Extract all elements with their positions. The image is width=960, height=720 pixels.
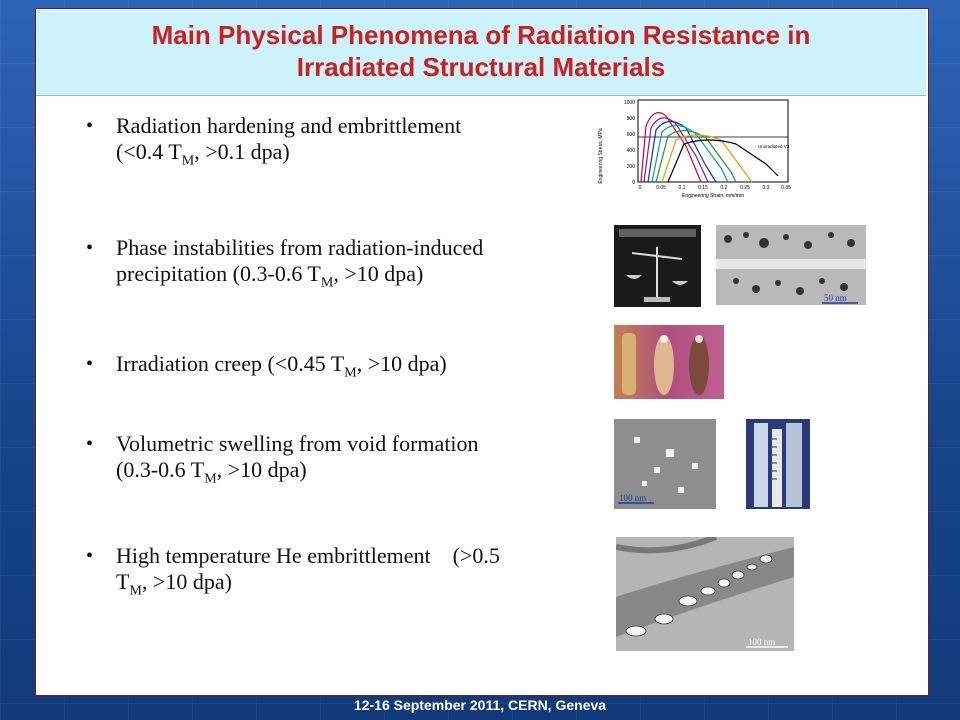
stress-strain-figure: [596, 96, 796, 201]
bullet-text: precipitation (0.3-0.6 T: [116, 261, 321, 286]
x-tick-label: 0.35: [781, 185, 791, 191]
x-tick-label: 0.25: [740, 185, 750, 191]
bullet-text: , >10 dpa): [356, 351, 447, 376]
bullet-text: , >10 dpa): [333, 261, 424, 286]
bullet-icon: •: [86, 353, 94, 375]
y-tick-label: 1000: [623, 100, 635, 106]
bullet-icon: •: [86, 115, 94, 137]
swelling-rods-image: [746, 419, 810, 509]
bullet-text: , >10 dpa): [141, 569, 232, 594]
slide-panel: [35, 8, 929, 696]
subscript: M: [204, 471, 217, 487]
bullet-text: High temperature He embrittlement (>0.5: [116, 543, 500, 568]
slide-title-line1: Main Physical Phenomena of Radiation Resistance in: [151, 20, 811, 50]
y-tick-label: 200: [626, 164, 635, 170]
legend-label: Unirradiated V3: [758, 144, 790, 149]
subscript: M: [320, 275, 334, 291]
title-box: [36, 9, 926, 96]
x-tick-label: 0: [638, 185, 642, 191]
bullet-text: Phase instabilities from radiation-induced: [116, 235, 484, 260]
bullet-text: , >0.1 dpa): [194, 139, 290, 164]
curve-orange: [662, 135, 752, 182]
bullet-text: T: [116, 569, 130, 594]
bullet-text: (<0.4 T: [116, 139, 182, 164]
footer-text: 12-16 September 2011, CERN, Geneva: [353, 697, 607, 713]
x-tick-label: 0.2: [720, 185, 728, 191]
he-bubbles-micrograph: [616, 537, 794, 651]
void-micrograph: [614, 419, 716, 509]
x-tick-label: 0.1: [678, 185, 686, 191]
bullet-text: Irradiation creep (<0.45 T: [116, 351, 345, 376]
subscript: M: [344, 365, 357, 381]
subscript: M: [129, 583, 142, 599]
x-axis-label: Engineering Strain, mm/mm: [682, 193, 744, 199]
balance-scale-image: [614, 225, 701, 307]
subscript: M: [181, 153, 195, 169]
scale-bar-label: 100 nm: [619, 493, 647, 503]
bullet-icon: •: [86, 545, 94, 567]
slide-title-line2: Irradiated Structural Materials: [296, 52, 666, 82]
bullet-icon: •: [86, 237, 94, 259]
y-tick-label: 400: [626, 148, 635, 154]
scale-bar-label: 100 nm: [748, 637, 776, 647]
bullet-icon: •: [86, 433, 94, 455]
bullet-text: Radiation hardening and embrittlement: [116, 113, 462, 138]
bullet-text: , >10 dpa): [216, 457, 307, 482]
y-axis-label: Engineering Stress, MPa: [598, 128, 604, 184]
y-tick-label: 0: [632, 180, 635, 186]
y-tick-label: 600: [626, 132, 635, 138]
y-tick-label: 800: [626, 116, 635, 122]
bullet-text: Volumetric swelling from void formation: [116, 431, 479, 456]
precipitate-micrograph: [716, 225, 866, 305]
creep-tubes-image: [614, 325, 724, 399]
scale-bar-label: 50 nm: [824, 293, 847, 303]
x-tick-label: 0.05: [656, 185, 666, 191]
x-tick-label: 0.15: [698, 185, 708, 191]
bullet-text: (0.3-0.6 T: [116, 457, 205, 482]
x-tick-label: 0.3: [762, 185, 770, 191]
